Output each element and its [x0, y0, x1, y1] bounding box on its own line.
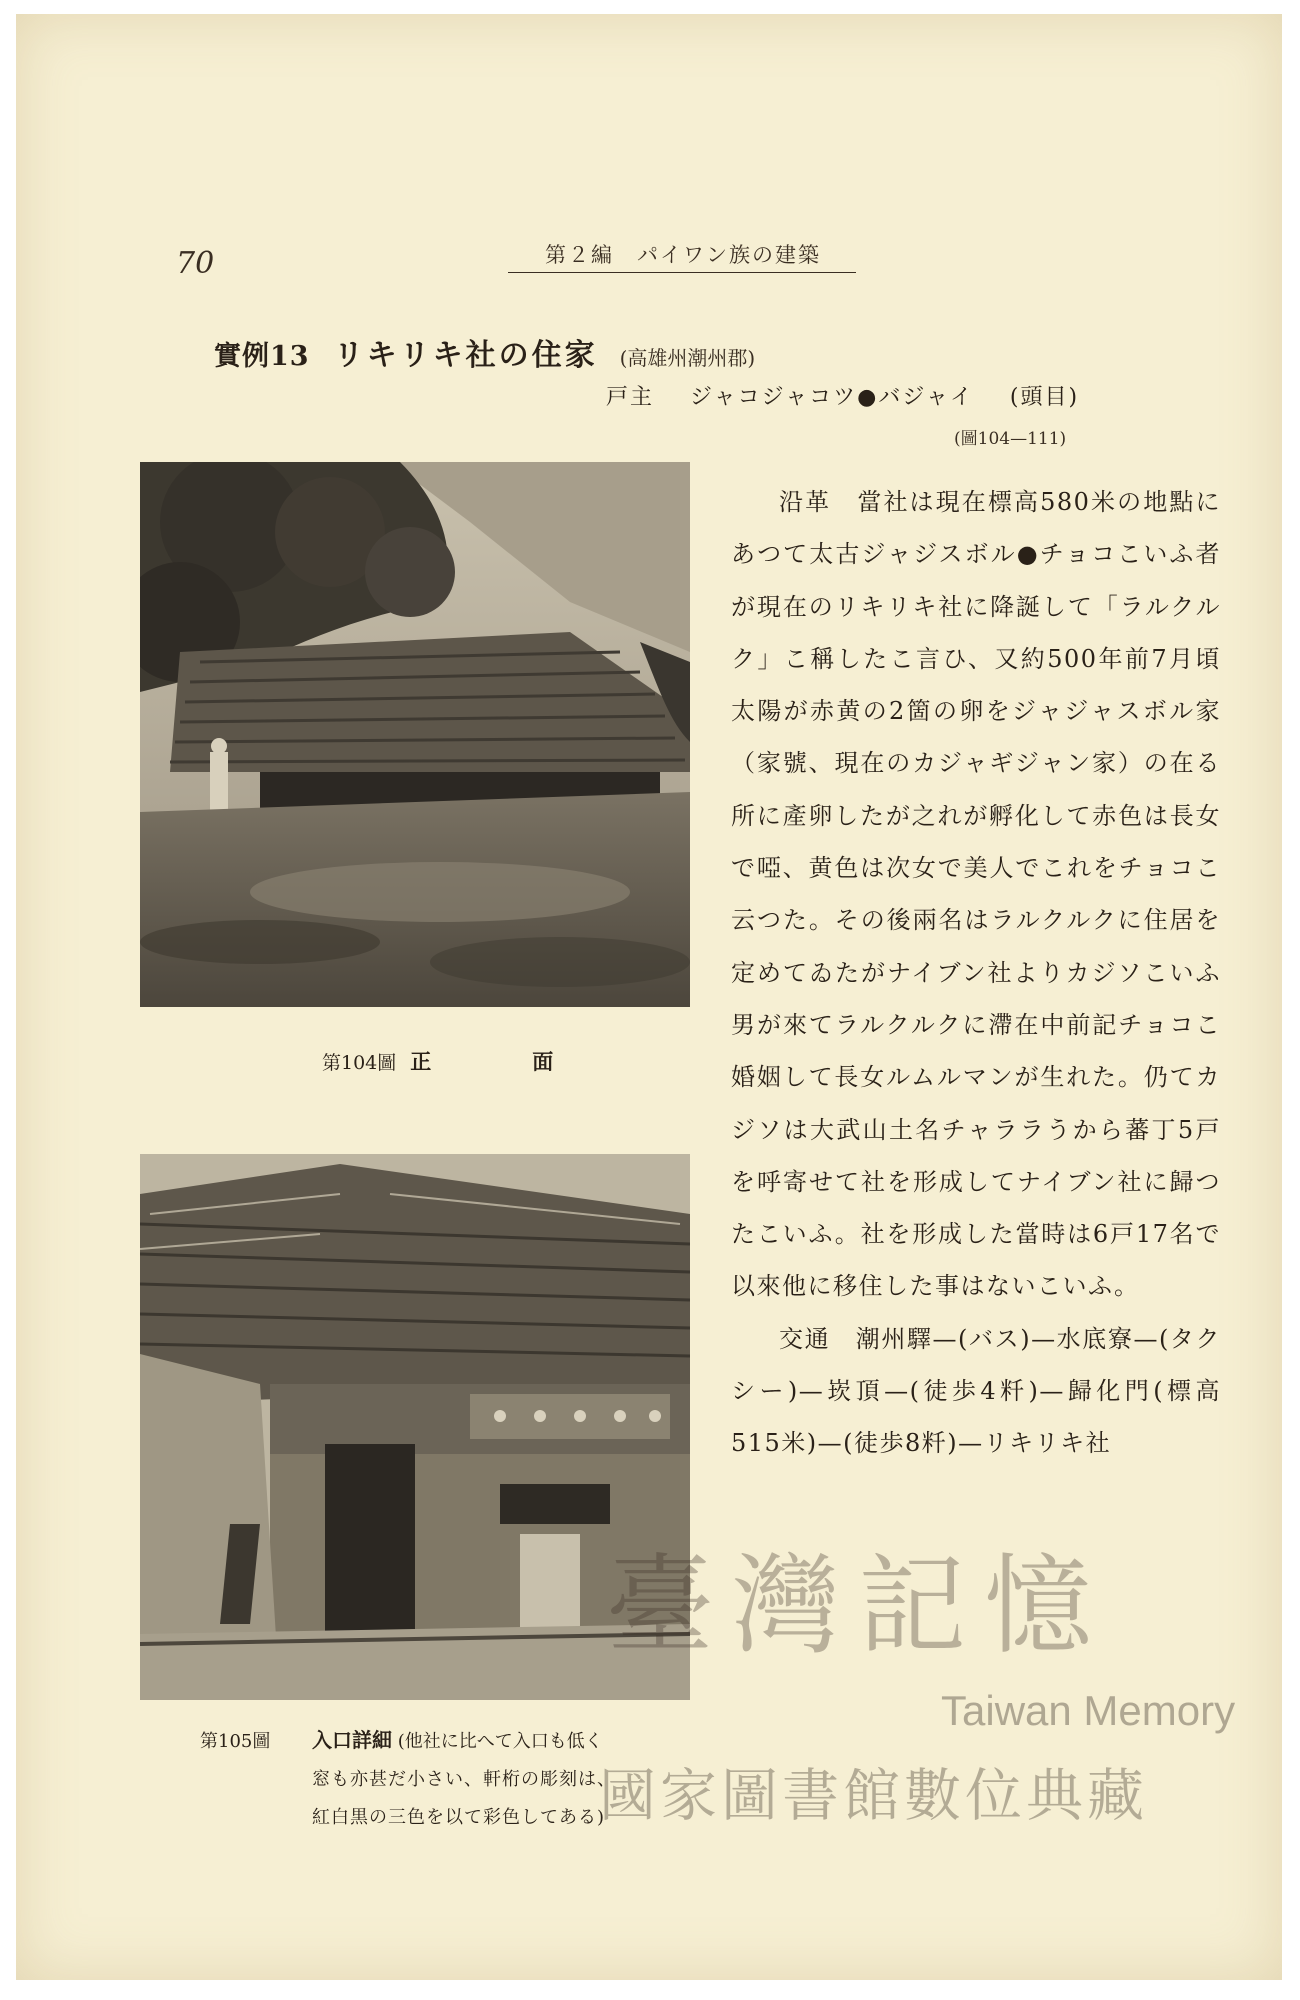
section-location: (高雄州潮州郡)	[619, 346, 756, 370]
document-page	[16, 14, 1282, 1980]
watermark-english: Taiwan Memory	[941, 1687, 1236, 1734]
body-text	[731, 476, 1221, 1470]
section-heading	[214, 330, 755, 374]
figure-105-title: 入口詳細	[312, 1728, 392, 1752]
section-title: リキリキ社の住家	[333, 338, 598, 373]
history-paragraph: 沿革 當社は現在標高580米の地點にあつて太古ジャジスボル●チョコこいふ者が現在のリキリキ社に降誕して「ラルクルク」こ稱したこ言ひ、又約500年前7月頃太陽が赤黄の2箇の卵をジャジャスボル家（家號、現在のカジャギジャン家）の在る所に產卵したが之れが孵化して赤色は長女で啞、黄色は次女で美人でこれをチョコこ云つた。その後兩名はラルクルクに住居を定めてゐたがナイブン社よりカジソこいふ男が來てラルクルクに滯在中前記チョコこ婚姻して長女ルムルマンが生れた。仍てカジソは大武山土名チャララうから蕃丁5戸を呼寄せて社を形成してナイブン社に歸つたこいふ。社を形成した當時は6戸17名で以來他に移住した事はないこいふ。	[731, 488, 1221, 1301]
owner-name: ジャコジャコツ●バジャイ	[690, 385, 974, 410]
figure-105-note-1: (他社に比へて入口も低く	[397, 1731, 603, 1752]
owner-label: 戸主	[606, 385, 655, 410]
owner-line	[606, 380, 1079, 411]
figure-104-title: 正 面	[410, 1049, 594, 1074]
figure-104-caption	[322, 1046, 593, 1076]
figure-105-number: 第105圖	[200, 1731, 271, 1752]
watermark-calligraphy: 臺灣記憶	[606, 1544, 1111, 1669]
figure-105-note-2: 窓も亦甚だ小さい、軒桁の彫刻は、	[312, 1769, 616, 1790]
page-number: 70	[176, 246, 215, 281]
owner-role: (頭目)	[1009, 385, 1080, 410]
transport-paragraph: 交通 潮州驛—(バス)—水底寮—(タクシー)—崁頂—(徒歩4粁)—歸化門(標高515米)—(徒歩8粁)—リキリキ社	[731, 1324, 1221, 1458]
figure-104-number: 第104圖	[322, 1052, 397, 1074]
example-label: 實例13	[214, 341, 310, 372]
running-head: 第２編 パイワン族の建築	[545, 243, 821, 267]
running-head-rule	[508, 272, 856, 273]
house-front-image	[140, 462, 690, 1007]
photo-house-front	[140, 462, 690, 1007]
figure-105-note-3: 紅白黒の三色を以て彩色してある)	[312, 1807, 606, 1828]
figure-range: (圖104—111)	[954, 429, 1067, 449]
watermark-chinese: 國家圖書館數位典藏	[599, 1763, 1148, 1829]
